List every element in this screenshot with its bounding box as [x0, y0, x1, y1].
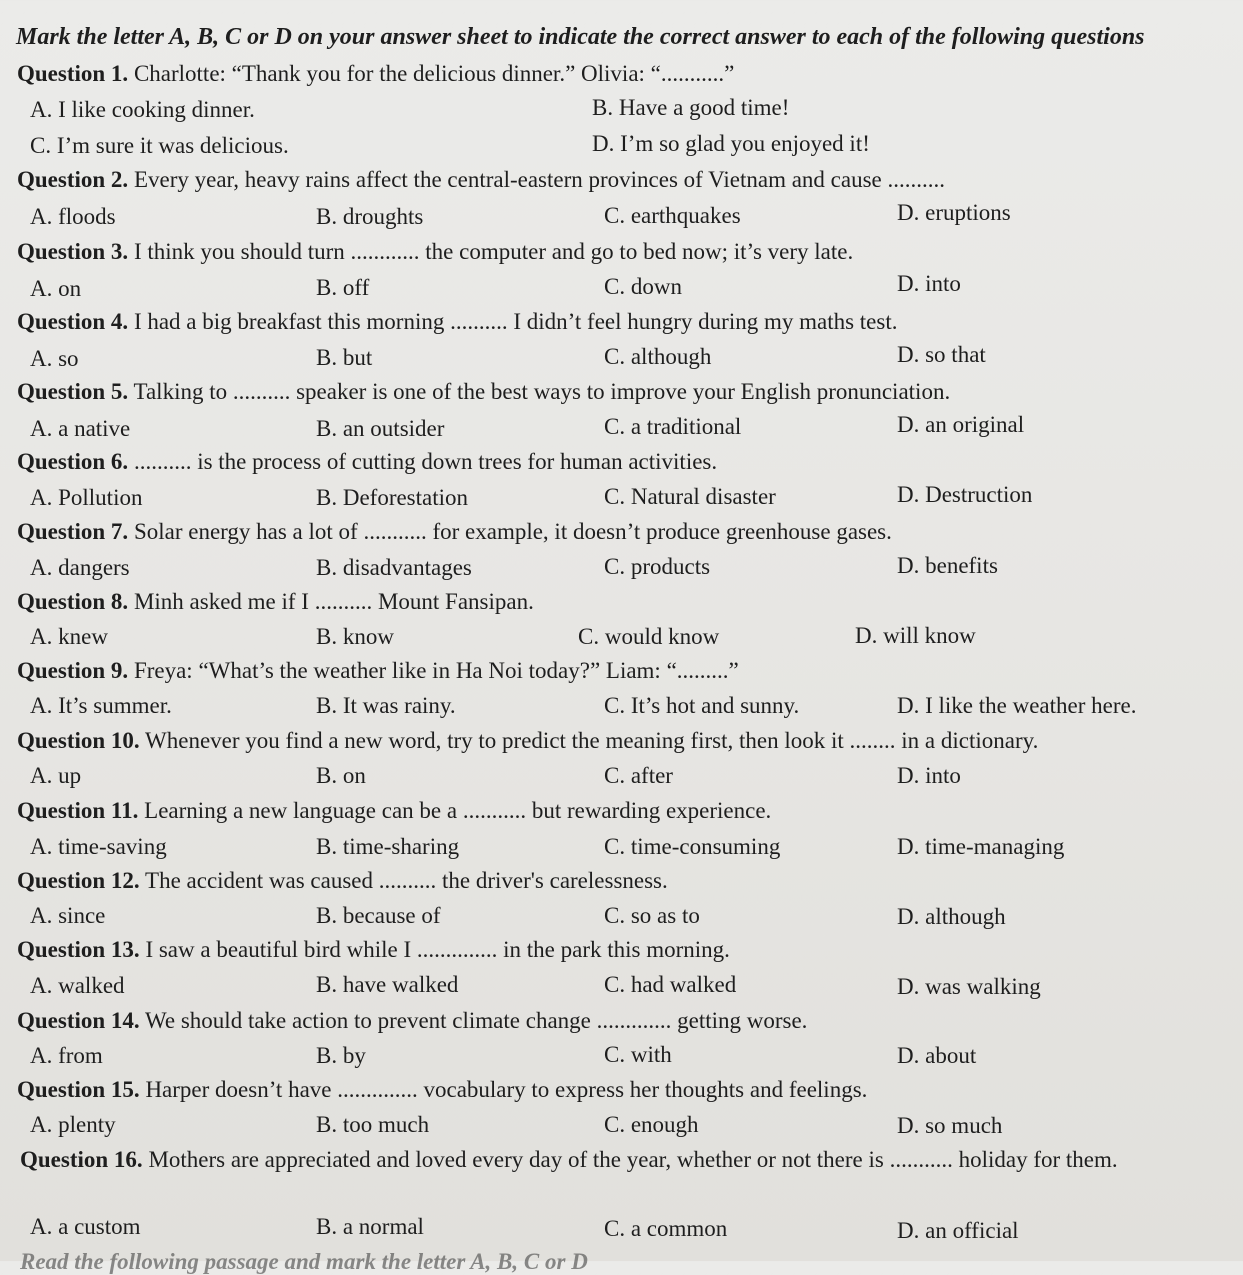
question-text: The accident was caused .......... the driver's carelessness. [145, 868, 668, 893]
q14-option-c[interactable]: C. with [604, 1042, 672, 1067]
q7-option-b[interactable]: B. disadvantages [316, 555, 472, 580]
question-10 [17, 728, 1232, 754]
q9-option-b[interactable]: B. It was rainy. [316, 693, 456, 718]
q8-option-b[interactable]: B. know [316, 624, 394, 649]
question-label: Question 1. [17, 61, 129, 86]
question-label: Question 2. [17, 167, 129, 192]
question-label: Question 16. [20, 1147, 143, 1172]
q16-option-d[interactable]: D. an official [897, 1218, 1019, 1243]
instruction-heading: Mark the letter A, B, C or D on your answer sheet to indicate the correct answer to each of the following questions [16, 24, 1145, 50]
q4-option-a[interactable]: A. so [30, 346, 79, 371]
question-label: Question 14. [17, 1008, 140, 1033]
q10-option-c[interactable]: C. after [604, 763, 673, 788]
q3-option-d[interactable]: D. into [897, 271, 961, 296]
q8-option-d[interactable]: D. will know [855, 623, 976, 648]
q15-option-d[interactable]: D. so much [897, 1113, 1003, 1138]
q4-option-c[interactable]: C. although [604, 344, 712, 369]
question-5 [17, 379, 1232, 405]
q15-option-c[interactable]: C. enough [604, 1112, 699, 1137]
question-label: Question 7. [17, 519, 129, 544]
question-14 [17, 1008, 1232, 1034]
q10-option-a[interactable]: A. up [30, 763, 82, 788]
question-label: Question 3. [17, 239, 129, 264]
question-text: I saw a beautiful bird while I .............. in the park this morning. [145, 937, 730, 962]
q9-option-d[interactable]: D. I like the weather here. [897, 693, 1137, 718]
q11-option-d[interactable]: D. time-managing [897, 834, 1065, 859]
question-11 [17, 798, 1232, 824]
q2-option-b[interactable]: B. droughts [316, 204, 424, 229]
q7-option-d[interactable]: D. benefits [897, 553, 998, 578]
q7-option-a[interactable]: A. dangers [30, 555, 130, 580]
q6-option-a[interactable]: A. Pollution [30, 485, 143, 510]
question-text: .......... is the process of cutting down trees for human activities. [133, 449, 718, 474]
q13-option-d[interactable]: D. was walking [897, 974, 1041, 999]
q1-option-d[interactable]: D. I’m so glad you enjoyed it! [592, 131, 870, 156]
q11-option-c[interactable]: C. time-consuming [604, 834, 781, 859]
question-text: Minh asked me if I .......... Mount Fansipan. [133, 589, 534, 614]
question-label: Question 8. [17, 589, 129, 614]
question-label: Question 5. [17, 379, 129, 404]
question-6 [17, 449, 1232, 475]
q10-option-d[interactable]: D. into [897, 763, 961, 788]
q12-option-c[interactable]: C. so as to [604, 903, 700, 928]
q4-option-d[interactable]: D. so that [897, 342, 986, 367]
question-text: Charlotte: “Thank you for the delicious dinner.” Olivia: “...........” [133, 61, 735, 86]
q9-option-a[interactable]: A. It’s summer. [30, 693, 172, 718]
question-1 [17, 61, 1232, 87]
q1-option-a[interactable]: A. I like cooking dinner. [30, 97, 255, 122]
q16-option-b[interactable]: B. a normal [316, 1214, 424, 1239]
question-text: Learning a new language can be a ........... but rewarding experience. [144, 798, 772, 823]
q14-option-d[interactable]: D. about [897, 1043, 977, 1068]
q13-option-b[interactable]: B. have walked [316, 972, 459, 997]
q2-option-c[interactable]: C. earthquakes [604, 203, 741, 228]
question-9 [17, 658, 1232, 684]
q16-option-c[interactable]: C. a common [604, 1216, 728, 1241]
question-4 [17, 309, 1232, 335]
question-text: Harper doesn’t have .............. vocabulary to express her thoughts and feelings. [145, 1077, 868, 1102]
q4-option-b[interactable]: B. but [316, 345, 373, 370]
q12-option-a[interactable]: A. since [30, 903, 106, 928]
q12-option-b[interactable]: B. because of [316, 903, 441, 928]
q1-option-b[interactable]: B. Have a good time! [592, 95, 790, 120]
q14-option-b[interactable]: B. by [316, 1043, 366, 1068]
q5-option-d[interactable]: D. an original [897, 412, 1025, 437]
question-text: Mothers are appreciated and loved every day of the year, whether or not there is ........... holiday for them. [148, 1147, 1118, 1172]
question-16 [20, 1144, 1220, 1176]
q11-option-b[interactable]: B. time-sharing [316, 834, 460, 859]
question-label: Question 15. [17, 1077, 140, 1102]
question-8 [17, 589, 1232, 615]
question-text: I had a big breakfast this morning .......... I didn’t feel hungry during my maths test. [133, 309, 898, 334]
q6-option-b[interactable]: B. Deforestation [316, 485, 469, 510]
question-text: We should take action to prevent climate change ............. getting worse. [145, 1008, 808, 1033]
question-text: Solar energy has a lot of ........... for example, it doesn’t produce greenhouse gases. [133, 519, 892, 544]
q5-option-a[interactable]: A. a native [30, 416, 131, 441]
question-text: Whenever you find a new word, try to predict the meaning first, then look it ........ in a dictionary. [145, 728, 1039, 753]
q7-option-c[interactable]: C. products [604, 554, 711, 579]
question-label: Question 13. [17, 937, 140, 962]
q15-option-b[interactable]: B. too much [316, 1112, 430, 1137]
next-section-heading: Read the following passage and mark the letter A, B, C or D [20, 1249, 588, 1274]
q6-option-c[interactable]: C. Natural disaster [604, 484, 776, 509]
q2-option-d[interactable]: D. eruptions [897, 200, 1011, 225]
q9-option-c[interactable]: C. It’s hot and sunny. [604, 693, 800, 718]
q3-option-c[interactable]: C. down [604, 274, 682, 299]
question-label: Question 10. [17, 728, 140, 753]
question-7 [17, 519, 1232, 545]
q2-option-a[interactable]: A. floods [30, 204, 116, 229]
q8-option-c[interactable]: C. would know [578, 624, 720, 649]
question-label: Question 12. [17, 868, 140, 893]
question-label: Question 9. [17, 658, 129, 683]
question-15 [17, 1077, 1232, 1103]
question-label: Question 11. [17, 798, 139, 823]
question-text: Talking to .......... speaker is one of the best ways to improve your English pronunciation. [133, 379, 951, 404]
question-12 [17, 868, 1232, 894]
question-label: Question 6. [17, 449, 129, 474]
q5-option-c[interactable]: C. a traditional [604, 414, 742, 439]
q13-option-c[interactable]: C. had walked [604, 972, 737, 997]
question-label: Question 4. [17, 309, 129, 334]
q3-option-a[interactable]: A. on [30, 276, 82, 301]
q3-option-b[interactable]: B. off [316, 275, 370, 300]
q12-option-d[interactable]: D. although [897, 904, 1006, 929]
question-2 [17, 167, 1232, 193]
question-13 [17, 937, 1232, 963]
q15-option-a[interactable]: A. plenty [30, 1112, 116, 1137]
q16-option-a[interactable]: A. a custom [30, 1214, 141, 1239]
q1-option-c[interactable]: C. I’m sure it was delicious. [30, 133, 289, 158]
q8-option-a[interactable]: A. knew [30, 624, 108, 649]
question-text: Every year, heavy rains affect the central-eastern provinces of Vietnam and cause .......... [133, 167, 946, 192]
question-text: I think you should turn ............ the computer and go to bed now; it’s very late. [133, 239, 854, 264]
question-text: Freya: “What’s the weather like in Ha Noi today?” Liam: “.........” [133, 658, 739, 683]
q14-option-a[interactable]: A. from [30, 1043, 103, 1068]
q10-option-b[interactable]: B. on [316, 763, 366, 788]
q5-option-b[interactable]: B. an outsider [316, 416, 445, 441]
q11-option-a[interactable]: A. time-saving [30, 834, 167, 859]
q6-option-d[interactable]: D. Destruction [897, 482, 1033, 507]
q13-option-a[interactable]: A. walked [30, 973, 125, 998]
question-3 [17, 239, 1232, 265]
